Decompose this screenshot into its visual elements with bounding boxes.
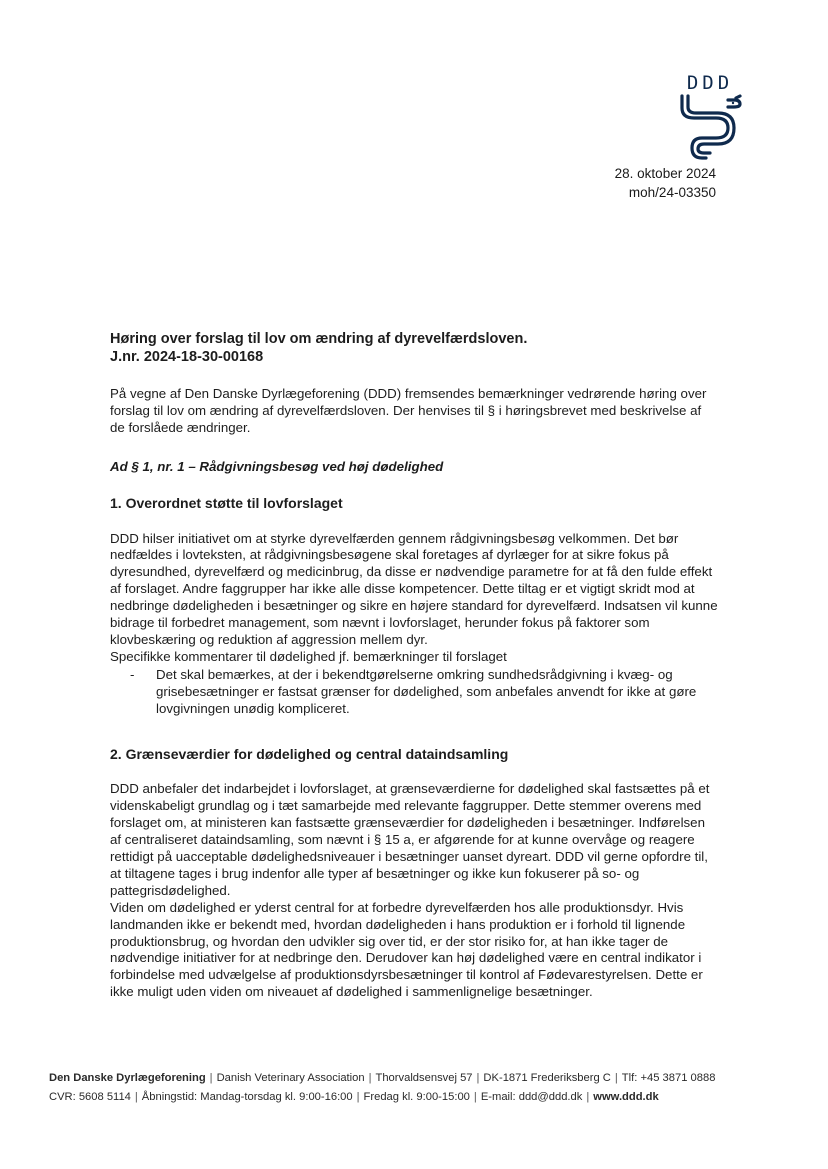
serpent-logo-icon [676,94,744,174]
footer-separator: | [476,1072,480,1084]
letter-body [110,330,718,1001]
footer-hours-friday: Fredag kl. 9:00-15:00 [363,1091,470,1103]
section2-paragraph-2: Viden om dødelighed er yderst central for at forbedre dyrevelfærden hos alle produktionsdyr. Hvis landmanden ikke er bekendt med, hvordan dødeligheden i hans produktion er i forhold til lignende produktionsbrug, og hvordan den udvikler sig over tid, er der stor risiko for, at han ikke tager de nødvendige initiativer for at nedbringe den. Derudover kan høj dødelighed være en central indikator i forbindelse med udvælgelse af produktionsdyrsbesætninger til kontrol af Fødevarestyrelsen. Dette er ikke muligt uden viden om niveauet af dødelighed i sammenlignelige besætninger. [110,899,703,1000]
footer-separator: | [356,1091,360,1103]
specific-comments-label: Specifikke kommentarer til dødelighed jf. bemærkninger til forslaget [110,648,507,664]
footer-city: DK-1871 Frederiksberg C [483,1072,611,1084]
footer-separator: | [586,1091,590,1103]
ddd-logo [676,72,744,172]
section2-heading: 2. Grænseværdier for dødelighed og central dataindsamling [110,745,509,762]
letter-reference: moh/24-03350 [628,185,716,200]
logo-text: DDD [686,72,734,94]
footer-line-2 [49,1088,779,1107]
footer-org-english: Danish Veterinary Association [216,1072,365,1084]
section1-heading: 1. Overordnet støtte til lovforslaget [110,494,343,511]
document-title: Høring over forslag til lov om ændring af dyrevelfærdsloven. [110,331,528,347]
section1-paragraph: DDD hilser initiativet om at styrke dyrevelfærden gennem rådgivningsbesøg velkommen. Det bør nedfældes i lovteksten, at rådgivningsbesøgene skal foretages af dyrlæger for at sikre fokus på dyresundhed, dyrevelfærd og medicinbrug, da disse er nødvendige parametre for at få den fulde effekt af forslaget. Andre faggrupper har ikke alle disse kompetencer. Dette tiltag er et vigtigt skridt mod at nedbringe dødeligheden i besætninger og sikre en højere standard for dyrevelfærd. Indsatsen vil kunne bidrage til forbedret management, som nævnt i lovforslaget, herunder fokus på faktorer som klovbeskæring og reduktion af aggression mellem dyr. [110,530,718,647]
footer-org-name: Den Danske Dyrlægeforening [49,1072,206,1084]
bullet-dash: - [130,666,135,682]
bullet-text: Det skal bemærkes, at der i bekendtgørelserne omkring sundhedsrådgivning i kvæg- og grisebesætninger er fastsat grænser for dødelighed, som anbefales anvendt for ikke at gøre lovgivningen unødig kompliceret. [156,666,697,716]
footer-separator: | [473,1091,477,1103]
footer-separator: | [614,1072,618,1084]
footer-separator: | [368,1072,372,1084]
bullet-item [110,667,718,718]
footer-address: Thorvaldsensvej 57 [375,1072,473,1084]
footer-cvr: CVR: 5608 5114 [49,1091,131,1103]
journal-number: J.nr. 2024-18-30-00168 [110,349,264,365]
footer-line-1 [49,1069,779,1088]
letter-footer [49,1069,779,1107]
letter-meta [615,164,716,202]
footer-website[interactable]: www.ddd.dk [593,1091,659,1103]
section-subheading: Ad § 1, nr. 1 – Rådgivningsbesøg ved høj dødelighed [110,458,444,474]
footer-phone: Tlf: +45 3871 0888 [621,1072,716,1084]
section2-paragraph-1: DDD anbefaler det indarbejdet i lovforslaget, at grænseværdierne for dødelighed skal fastsættes på et videnskabeligt grundlag og i tæt samarbejde med relevante faggrupper. Dette stemmer overens med forslaget om, at ministeren kan fastsætte grænseværdier for dødeligheden i besætninger. Indførelsen af centraliseret dataindsamling, som nævnt i § 15 a, er afgørende for at kunne overvåge og reagere rettidigt på uacceptable dødelighedsniveauer i besætninger uanset dyreart. DDD vil gerne opfordre til, at tiltagene tages i brug indenfor alle typer af besætninger og ikke kun fokuserer på so- og pattegrisdødelighed. [110,781,710,898]
intro-paragraph: På vegne af Den Danske Dyrlægeforening (DDD) fremsendes bemærkninger vedrørende høring over forslag til lov om ændring af dyrevelfærdsloven. Der henvises til § i høringsbrevet med beskrivelse af de forslåede ændringer. [110,386,707,435]
letter-date: 28. oktober 2024 [614,166,716,181]
footer-email[interactable]: E-mail: ddd@ddd.dk [480,1091,583,1103]
footer-separator: | [134,1091,138,1103]
footer-hours-weekdays: Åbningstid: Mandag-torsdag kl. 9:00-16:00 [141,1091,353,1103]
footer-separator: | [209,1072,213,1084]
